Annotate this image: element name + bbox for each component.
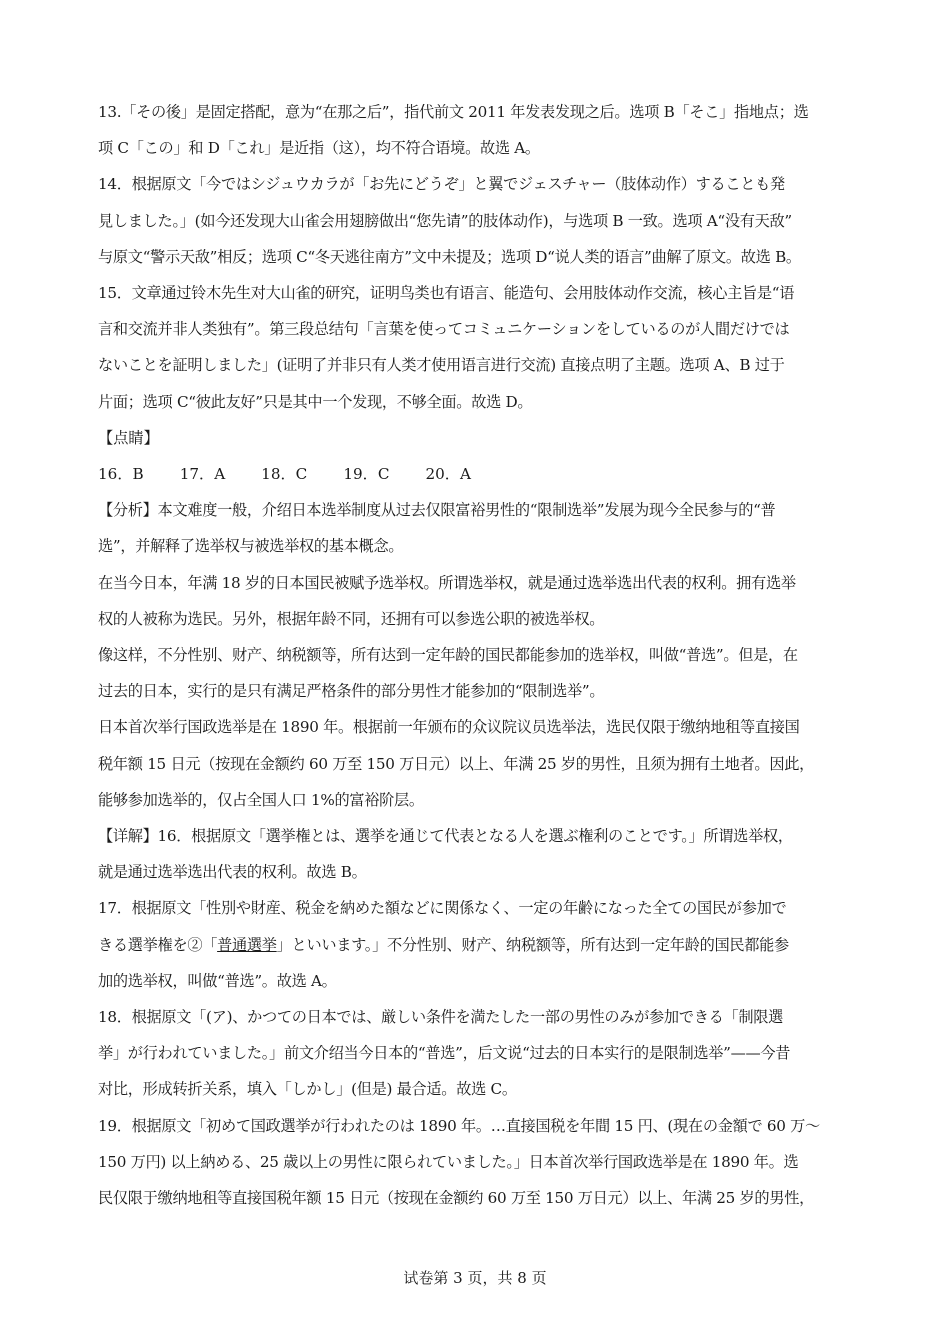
text-line: 能够参加选举的，仅占全国人口 1%的富裕阶层。 <box>98 790 424 809</box>
text-line: 13.「その後」是固定搭配，意为“在那之后”，指代前文 2011 年发表发现之后。选项 B「そこ」指地点；选 <box>98 103 809 121</box>
answer-18: 18．C <box>261 465 308 484</box>
text-line <box>98 927 860 963</box>
text-line: 日本首次举行国政选举是在 1890 年。根据前一年颁布的众议院议员选举法，选民仅限于缴纳地租等直接国 <box>98 718 800 737</box>
answer-16: 16．B <box>98 465 144 484</box>
text-line: 权的人被称为选民。另外，根据年龄不同，还拥有可以参选公职的被选举权。 <box>98 609 605 628</box>
text-line: 150 万円) 以上納める、25 歳以上の男性に限られていました。」日本首次举行国政选举是在 1890 年。选 <box>98 1152 799 1171</box>
underlined-term: 普通選挙 <box>217 935 277 954</box>
text-line: 与原文“警示天敌”相反；选项 C“冬天逃往南方”文中未提及；选项 D“说人类的语言”曲解了原文。故选 B。 <box>98 247 801 266</box>
text-line: 项 C「この」和 D「これ」是近指（这），均不符合语境。故选 A。 <box>98 139 540 158</box>
section-heading-dianjing: 【点睛】 <box>98 428 159 447</box>
text-line: 民仅限于缴纳地租等直接国税年额 15 日元（按现在金额约 60 万至 150 万日元）以上、年满 25 岁的男性， <box>98 1189 814 1208</box>
text-segment: きる選挙権を②「 <box>98 935 218 954</box>
text-line: 14．根据原文「今ではシジュウカラが「お先にどうぞ」と翼でジェスチャー（肢体动作）することも発 <box>98 175 785 194</box>
text-line: 挙」が行われていました。」前文介绍当今日本的“普选”，后文说“过去的日本实行的是限制选举”——今昔 <box>98 1044 791 1063</box>
text-line: 选”，并解释了选举权与被选举权的基本概念。 <box>98 537 404 556</box>
text-line: 【分析】本文难度一般，介绍日本选举制度从过去仅限富裕男性的“限制选举”发展为现今全民参与的“普 <box>98 501 776 520</box>
text-line: 片面；选项 C“彼此友好”只是其中一个发现，不够全面。故选 D。 <box>98 392 533 411</box>
text-segment: 」といいます。」不分性别、财产、纳税额等，所有达到一定年龄的国民都能参 <box>276 935 789 954</box>
text-line: 17．根据原文「性別や財産、税金を納めた額などに関係なく、一定の年齢になった全ての国民が参加で <box>98 899 787 918</box>
answer-19: 19．C <box>343 465 390 484</box>
text-line: 【详解】16．根据原文「選挙権とは、選挙を通じて代表となる人を選ぶ権利のことです。」所谓选举权， <box>98 827 793 846</box>
text-line: 税年额 15 日元（按现在金额约 60 万至 150 万日元）以上、年满 25 岁的男性，且须为拥有土地者。因此， <box>98 754 814 773</box>
answer-17: 17．A <box>179 465 226 484</box>
text-line: ないことを証明しました」(证明了并非只有人类才使用语言进行交流) 直接点明了主题。选项 A、B 过于 <box>98 356 785 375</box>
text-line: 就是通过选举选出代表的权利。故选 B。 <box>98 863 367 882</box>
text-line: 18．根据原文「(ア)、かつての日本では、厳しい条件を満たした一部の男性のみが参加できる「制限選 <box>98 1008 784 1027</box>
text-line: 見しました。」(如今还发现大山雀会用翅膀做出“您先请”的肢体动作)，与选项 B 一致。选项 A“没有天敌” <box>98 211 792 230</box>
text-line: 在当今日本，年满 18 岁的日本国民被赋予选举权。所谓选举权，就是通过选举选出代表的权利。拥有选举 <box>98 573 796 592</box>
page-footer: 试卷第 3 页，共 8 页 <box>403 1269 547 1287</box>
answer-20: 20．A <box>425 465 471 484</box>
text-line: 像这样，不分性别、财产、纳税额等，所有达到一定年龄的国民都能参加的选举权，叫做“普选”。但是，在 <box>98 646 798 665</box>
answer-key <box>98 456 860 492</box>
document-body <box>98 94 860 1216</box>
text-line: 15．文章通过铃木先生对大山雀的研究，证明鸟类也有语言、能造句、会用肢体动作交流，核心主旨是“语 <box>98 284 795 303</box>
text-line: 加的选举权，叫做“普选”。故选 A。 <box>98 971 337 990</box>
text-line: 19．根据原文「初めて国政選挙が行われたのは 1890 年。…直接国税を年間 15 円、(現在の金額で 60 万～ <box>98 1116 820 1135</box>
text-line: 过去的日本，实行的是只有满足严格条件的部分男性才能参加的“限制选举”。 <box>98 682 605 701</box>
text-line: 言和交流并非人类独有”。第三段总结句「言葉を使ってコミュニケーションをしているのが人間だけでは <box>98 320 790 339</box>
text-line: 对比，形成转折关系，填入「しかし」(但是) 最合适。故选 C。 <box>98 1080 517 1099</box>
